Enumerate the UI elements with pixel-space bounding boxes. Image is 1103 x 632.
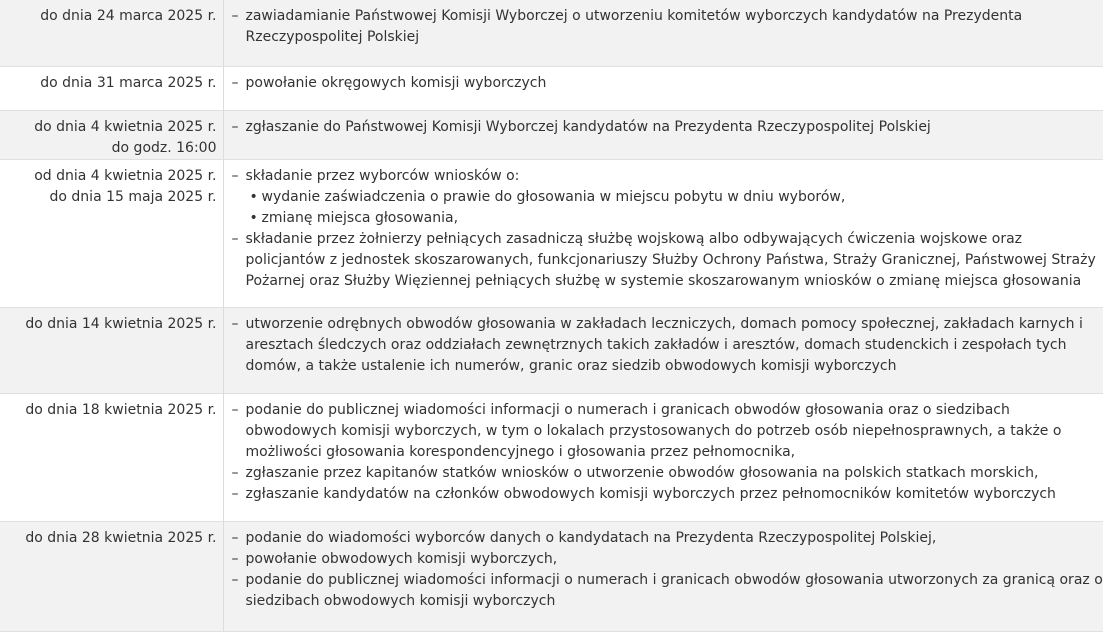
description-cell (223, 66, 1103, 110)
list-item: – zgłaszanie przez kapitanów statków wniosków o utworzenie obwodów głosowania na polskich statkach morskich, (232, 463, 1103, 484)
description-cell (223, 393, 1103, 521)
list-item: – powołanie okręgowych komisji wyborczych (232, 73, 1103, 94)
date-line: do dnia 31 marca 2025 r. (0, 73, 217, 94)
date-line: do dnia 14 kwietnia 2025 r. (0, 314, 217, 335)
list-item: – podanie do wiadomości wyborców danych o kandydatach na Prezydenta Rzeczypospolitej Polskiej, (232, 528, 1103, 549)
sub-list-item: • zmianę miejsca głosowania, (246, 208, 1103, 229)
list-item (232, 166, 1103, 229)
list-item: – podanie do publicznej wiadomości informacji o numerach i granicach obwodów głosowania oraz o siedzibach obwodowych komisji wyborczych, w tym o lokalach przystosowanych do potrzeb osób niepełnosprawnych, a także o możliwości głosowania korespondencyjnego i głosowania przez pełnomocnika, (232, 400, 1103, 463)
list-item: – zgłaszanie do Państwowej Komisji Wyborczej kandydatów na Prezydenta Rzeczypospolitej Polskiej (232, 117, 1103, 138)
date-line: do dnia 15 maja 2025 r. (0, 187, 217, 208)
description-cell (223, 521, 1103, 631)
task-list (232, 117, 1103, 138)
description-cell (223, 0, 1103, 66)
date-line: do dnia 28 kwietnia 2025 r. (0, 528, 217, 549)
date-cell (0, 110, 223, 159)
date-line: do dnia 24 marca 2025 r. (0, 6, 217, 27)
list-item: – powołanie obwodowych komisji wyborczych, (232, 549, 1103, 570)
date-cell (0, 393, 223, 521)
date-line: do dnia 18 kwietnia 2025 r. (0, 400, 217, 421)
description-cell (223, 159, 1103, 307)
list-item: – składanie przez żołnierzy pełniących zasadniczą służbę wojskową albo odbywających ćwiczenia wojskowe oraz policjantów z jednostek skoszarowanych, funkcjonariuszy Służby Ochrony Państwa, Straży Granicznej, Państwowej Straży Pożarnej oraz Służby Więziennej pełniących służbę w systemie skoszarowanym wniosków o zmianę miejsca głosowania (232, 229, 1103, 292)
description-cell (223, 110, 1103, 159)
date-line: do godz. 16:00 (0, 138, 217, 159)
task-list (232, 73, 1103, 94)
table-row (0, 393, 1103, 521)
task-list (232, 6, 1103, 48)
table-row (0, 0, 1103, 66)
date-cell (0, 307, 223, 393)
sub-list-item: • wydanie zaświadczenia o prawie do głosowania w miejscu pobytu w dniu wyborów, (246, 187, 1103, 208)
table-row (0, 159, 1103, 307)
date-cell (0, 159, 223, 307)
list-item-text: składanie przez wyborców wniosków o: (246, 168, 520, 184)
table-row (0, 521, 1103, 631)
table-row (0, 110, 1103, 159)
date-line: od dnia 4 kwietnia 2025 r. (0, 166, 217, 187)
task-list (232, 314, 1103, 377)
sub-list (246, 187, 1103, 229)
date-cell (0, 0, 223, 66)
description-cell (223, 307, 1103, 393)
date-line: do dnia 4 kwietnia 2025 r. (0, 117, 217, 138)
list-item: – zgłaszanie kandydatów na członków obwodowych komisji wyborczych przez pełnomocników komitetów wyborczych (232, 484, 1103, 505)
date-cell (0, 521, 223, 631)
task-list (232, 166, 1103, 292)
list-item: – zawiadamianie Państwowej Komisji Wyborczej o utworzeniu komitetów wyborczych kandydatów na Prezydenta Rzeczypospolitej Polskiej (232, 6, 1103, 48)
list-item: – utworzenie odrębnych obwodów głosowania w zakładach leczniczych, domach pomocy społecznej, zakładach karnych i aresztach śledczych oraz oddziałach zewnętrznych takich zakładów i aresztów, domach studenckich i zespołach tych domów, a także ustalenie ich numerów, granic oraz siedzib obwodowych komisji wyborczych (232, 314, 1103, 377)
table-row (0, 66, 1103, 110)
task-list (232, 400, 1103, 505)
table-row (0, 307, 1103, 393)
task-list (232, 528, 1103, 612)
date-cell (0, 66, 223, 110)
list-item: – podanie do publicznej wiadomości informacji o numerach i granicach obwodów głosowania utworzonych za granicą oraz o siedzibach obwodowych komisji wyborczych (232, 570, 1103, 612)
